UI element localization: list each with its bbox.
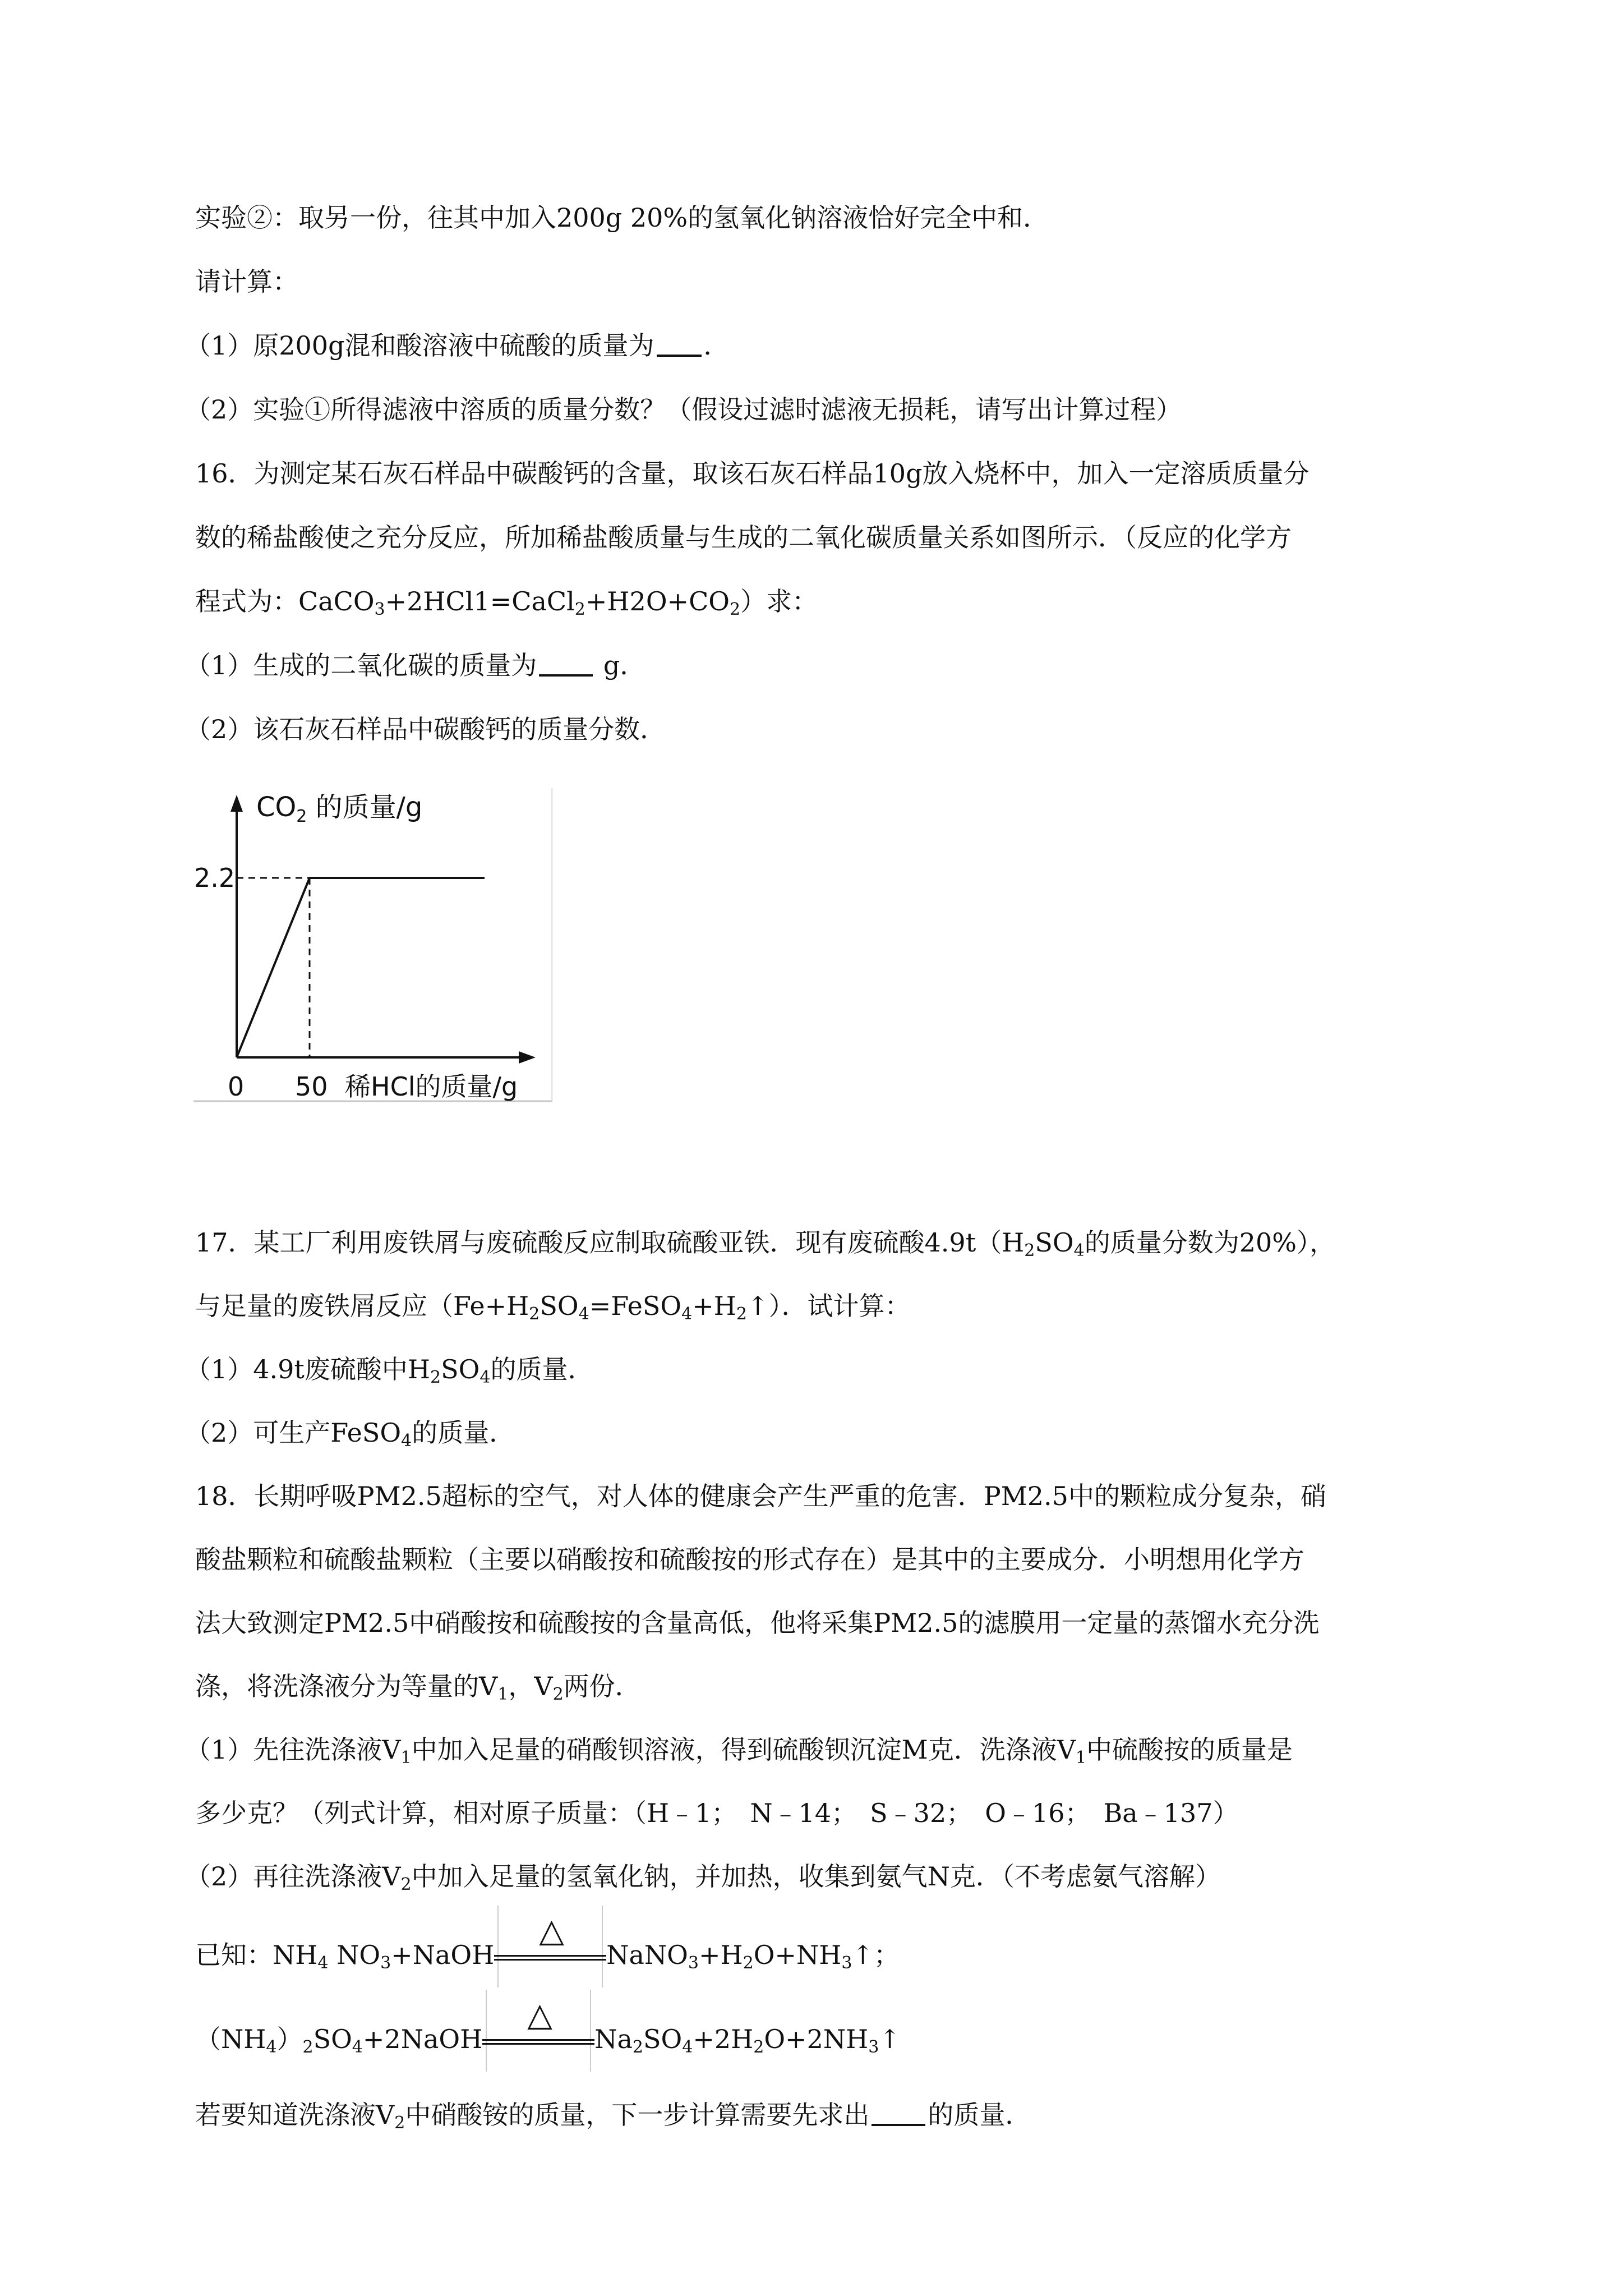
text-line [185, 1733, 1293, 1766]
text-line: 请计算： [195, 266, 298, 297]
text-span: 的质量． [412, 1418, 515, 1448]
y-tick-label: 2.2 [194, 863, 236, 893]
text-span: （NH [195, 2024, 266, 2054]
text-span: （2）再往洗涤液V [185, 1861, 401, 1892]
text-span: 两份． [563, 1671, 641, 1701]
x-axis-label: 稀HCl的质量/g [345, 1071, 518, 1102]
subscript: 1 [1075, 1748, 1087, 1768]
text-span: ↑）．试计算： [746, 1291, 911, 1321]
text-span: 的质量． [928, 2100, 1031, 2130]
equation-ammonium-sulfate [195, 1995, 901, 2058]
text-span: ）求： [740, 586, 818, 616]
text-span: +2H [693, 2024, 754, 2054]
text-span: SO [540, 1291, 579, 1321]
subscript: 2 [729, 600, 741, 619]
subscript: 1 [400, 1748, 412, 1768]
text-span: SO [1035, 1227, 1074, 1258]
text-span: 若要知道洗涤液V [195, 2100, 395, 2130]
text-span: NaNO [606, 1940, 688, 1970]
text-line: （2）实验①所得滤液中溶质的质量分数？（假设过滤时滤液无损耗，请写出计算过程） [185, 394, 1182, 425]
double-line [494, 1955, 606, 1961]
subscript: 2 [753, 2037, 764, 2057]
heat-condition-sign [494, 1911, 606, 1974]
answer-blank [872, 2101, 925, 2126]
text-span: 已知：NH [195, 1940, 318, 1970]
text-span: （1）先往洗涤液V [185, 1734, 401, 1765]
subscript: 4 [1073, 1241, 1085, 1260]
text-span: SO [441, 1354, 480, 1384]
y-axis-label: $CO_2$ 的质量/g [256, 792, 423, 826]
text-line [195, 1289, 911, 1323]
text-line [185, 329, 730, 362]
subscript: 2 [529, 1304, 540, 1324]
text-span: SO [643, 2024, 683, 2054]
subscript: 3 [688, 1953, 699, 1973]
text-span: （1）生成的二氧化碳的质量为 [185, 650, 537, 680]
text-span: ． [703, 330, 730, 361]
text-span: 的质量． [490, 1354, 594, 1384]
subscript: 3 [380, 1953, 391, 1973]
subscript: 4 [681, 1304, 693, 1324]
text-span: +2HCl1=CaCl [385, 586, 575, 616]
text-span: （1）4.9t废硫酸中H [185, 1354, 431, 1384]
answer-blank [657, 332, 702, 357]
text-span: 中硝酸铵的质量，下一步计算需要先求出 [405, 2100, 870, 2130]
text-span: SO [313, 2024, 352, 2054]
subscript: 3 [374, 600, 385, 619]
text-span: =FeSO [589, 1291, 682, 1321]
subscript: 3 [841, 1953, 852, 1973]
text-span: g． [595, 650, 646, 680]
question-17-line [195, 1226, 1335, 1259]
text-span: 中加入足量的氢氧化钠，并加热，收集到氨气N克．（不考虑氨气溶解） [411, 1861, 1221, 1892]
text-line [195, 2098, 1031, 2132]
text-line: 多少克？（列式计算，相对原子质量：（H﹣1； N﹣14； S﹣32； O﹣16； Ba﹣137） [195, 1798, 1239, 1828]
x-tick-label: 0 [228, 1071, 245, 1102]
equation-ammonium-nitrate [195, 1911, 900, 1974]
subscript: 2 [302, 2037, 313, 2057]
text-span: 中加入足量的硝酸钡溶液，得到硫酸钡沉淀M克．洗涤液V [411, 1734, 1076, 1765]
x-tick-label: 50 [295, 1071, 328, 1102]
subscript: 2 [552, 1685, 564, 1704]
text-span: ↑； [852, 1940, 900, 1970]
subscript: 2 [394, 2113, 405, 2133]
text-line [185, 1352, 593, 1386]
text-line: （2）该石灰石样品中碳酸钙的质量分数． [185, 714, 666, 744]
subscript: 4 [682, 2037, 693, 2057]
double-line [482, 2039, 594, 2045]
text-span: 涤，将洗涤液分为等量的V [195, 1671, 498, 1701]
text-span: 程式为：CaCO [195, 586, 375, 616]
subscript: 4 [479, 1368, 491, 1387]
subscript: 2 [632, 2037, 643, 2057]
text-span: ↑ [879, 2024, 901, 2054]
text-span: +H [698, 1940, 743, 1970]
subscript: 2 [1024, 1241, 1035, 1260]
subscript: 4 [578, 1304, 589, 1324]
text-span: ，V [508, 1671, 553, 1701]
text-line [185, 648, 645, 682]
text-span: Na [594, 2024, 633, 2054]
text-line [195, 585, 818, 618]
text-span: NO [328, 1940, 381, 1970]
text-line: 酸盐颗粒和硫酸盐颗粒（主要以硝酸按和硫酸按的形式存在）是其中的主要成分．小明想用化学方 [195, 1544, 1304, 1575]
text-span: 与足量的废铁屑反应（Fe+H [195, 1291, 529, 1321]
subscript: 4 [401, 1431, 412, 1451]
subscript: 3 [868, 2037, 879, 2057]
text-span: O+2NH [764, 2024, 869, 2054]
text-span: （2）可生产FeSO [185, 1418, 402, 1448]
text-span: +H [692, 1291, 736, 1321]
text-span: 17．某工厂利用废铁屑与废硫酸反应制取硫酸亚铁．现有废硫酸4.9t（H [195, 1227, 1025, 1258]
question-16-line: 16．为测定某石灰石样品中碳酸钙的含量，取该石灰石样品10g放入烧杯中，加入一定溶质质量分 [195, 458, 1310, 489]
series-line [237, 878, 485, 1057]
text-span: ） [276, 2024, 303, 2054]
text-line [195, 1669, 641, 1703]
subscript: 2 [430, 1368, 441, 1387]
subscript: 2 [574, 600, 585, 619]
subscript: 1 [497, 1685, 509, 1704]
heat-triangle-icon: △ [539, 1911, 564, 1949]
text-line [185, 1860, 1221, 1893]
question-18-line: 18．长期呼吸PM2.5超标的空气，对人体的健康会产生严重的危害．PM2.5中的颗粒成分复杂，硝 [195, 1481, 1326, 1511]
text-span: +NaOH [391, 1940, 495, 1970]
subscript: 2 [400, 1875, 412, 1894]
heat-condition-sign [482, 1995, 594, 2058]
text-span: 的质量分数为20%）， [1084, 1227, 1335, 1258]
y-axis-arrow [230, 795, 243, 812]
subscript: 2 [743, 1953, 754, 1973]
subscript: 4 [266, 2037, 277, 2057]
text-span: +H2O+CO [585, 586, 730, 616]
text-line: 数的稀盐酸使之充分反应，所加稀盐酸质量与生成的二氧化碳质量关系如图所示．（反应的化学方 [195, 522, 1292, 553]
text-span: O+NH [753, 1940, 842, 1970]
x-axis-arrow [519, 1051, 536, 1064]
subscript: 4 [352, 2037, 363, 2057]
text-line: 法大致测定PM2.5中硝酸按和硫酸按的含量高低，他将采集PM2.5的滤膜用一定量的蒸馏水充分洗 [195, 1608, 1320, 1638]
co2-mass-chart [193, 788, 552, 1102]
text-line [185, 1416, 515, 1450]
answer-blank [539, 652, 593, 677]
subscript: 2 [736, 1304, 747, 1324]
text-span: +2NaOH [362, 2024, 483, 2054]
text-span: 中硫酸按的质量是 [1086, 1734, 1293, 1765]
subscript: 4 [317, 1953, 329, 1973]
heat-triangle-icon: △ [527, 1995, 552, 2033]
text-line: 实验②：取另一份，往其中加入200g 20%的氢氧化钠溶液恰好完全中和． [195, 203, 1049, 233]
text-span: （1）原200g混和酸溶液中硫酸的质量为 [185, 330, 654, 361]
